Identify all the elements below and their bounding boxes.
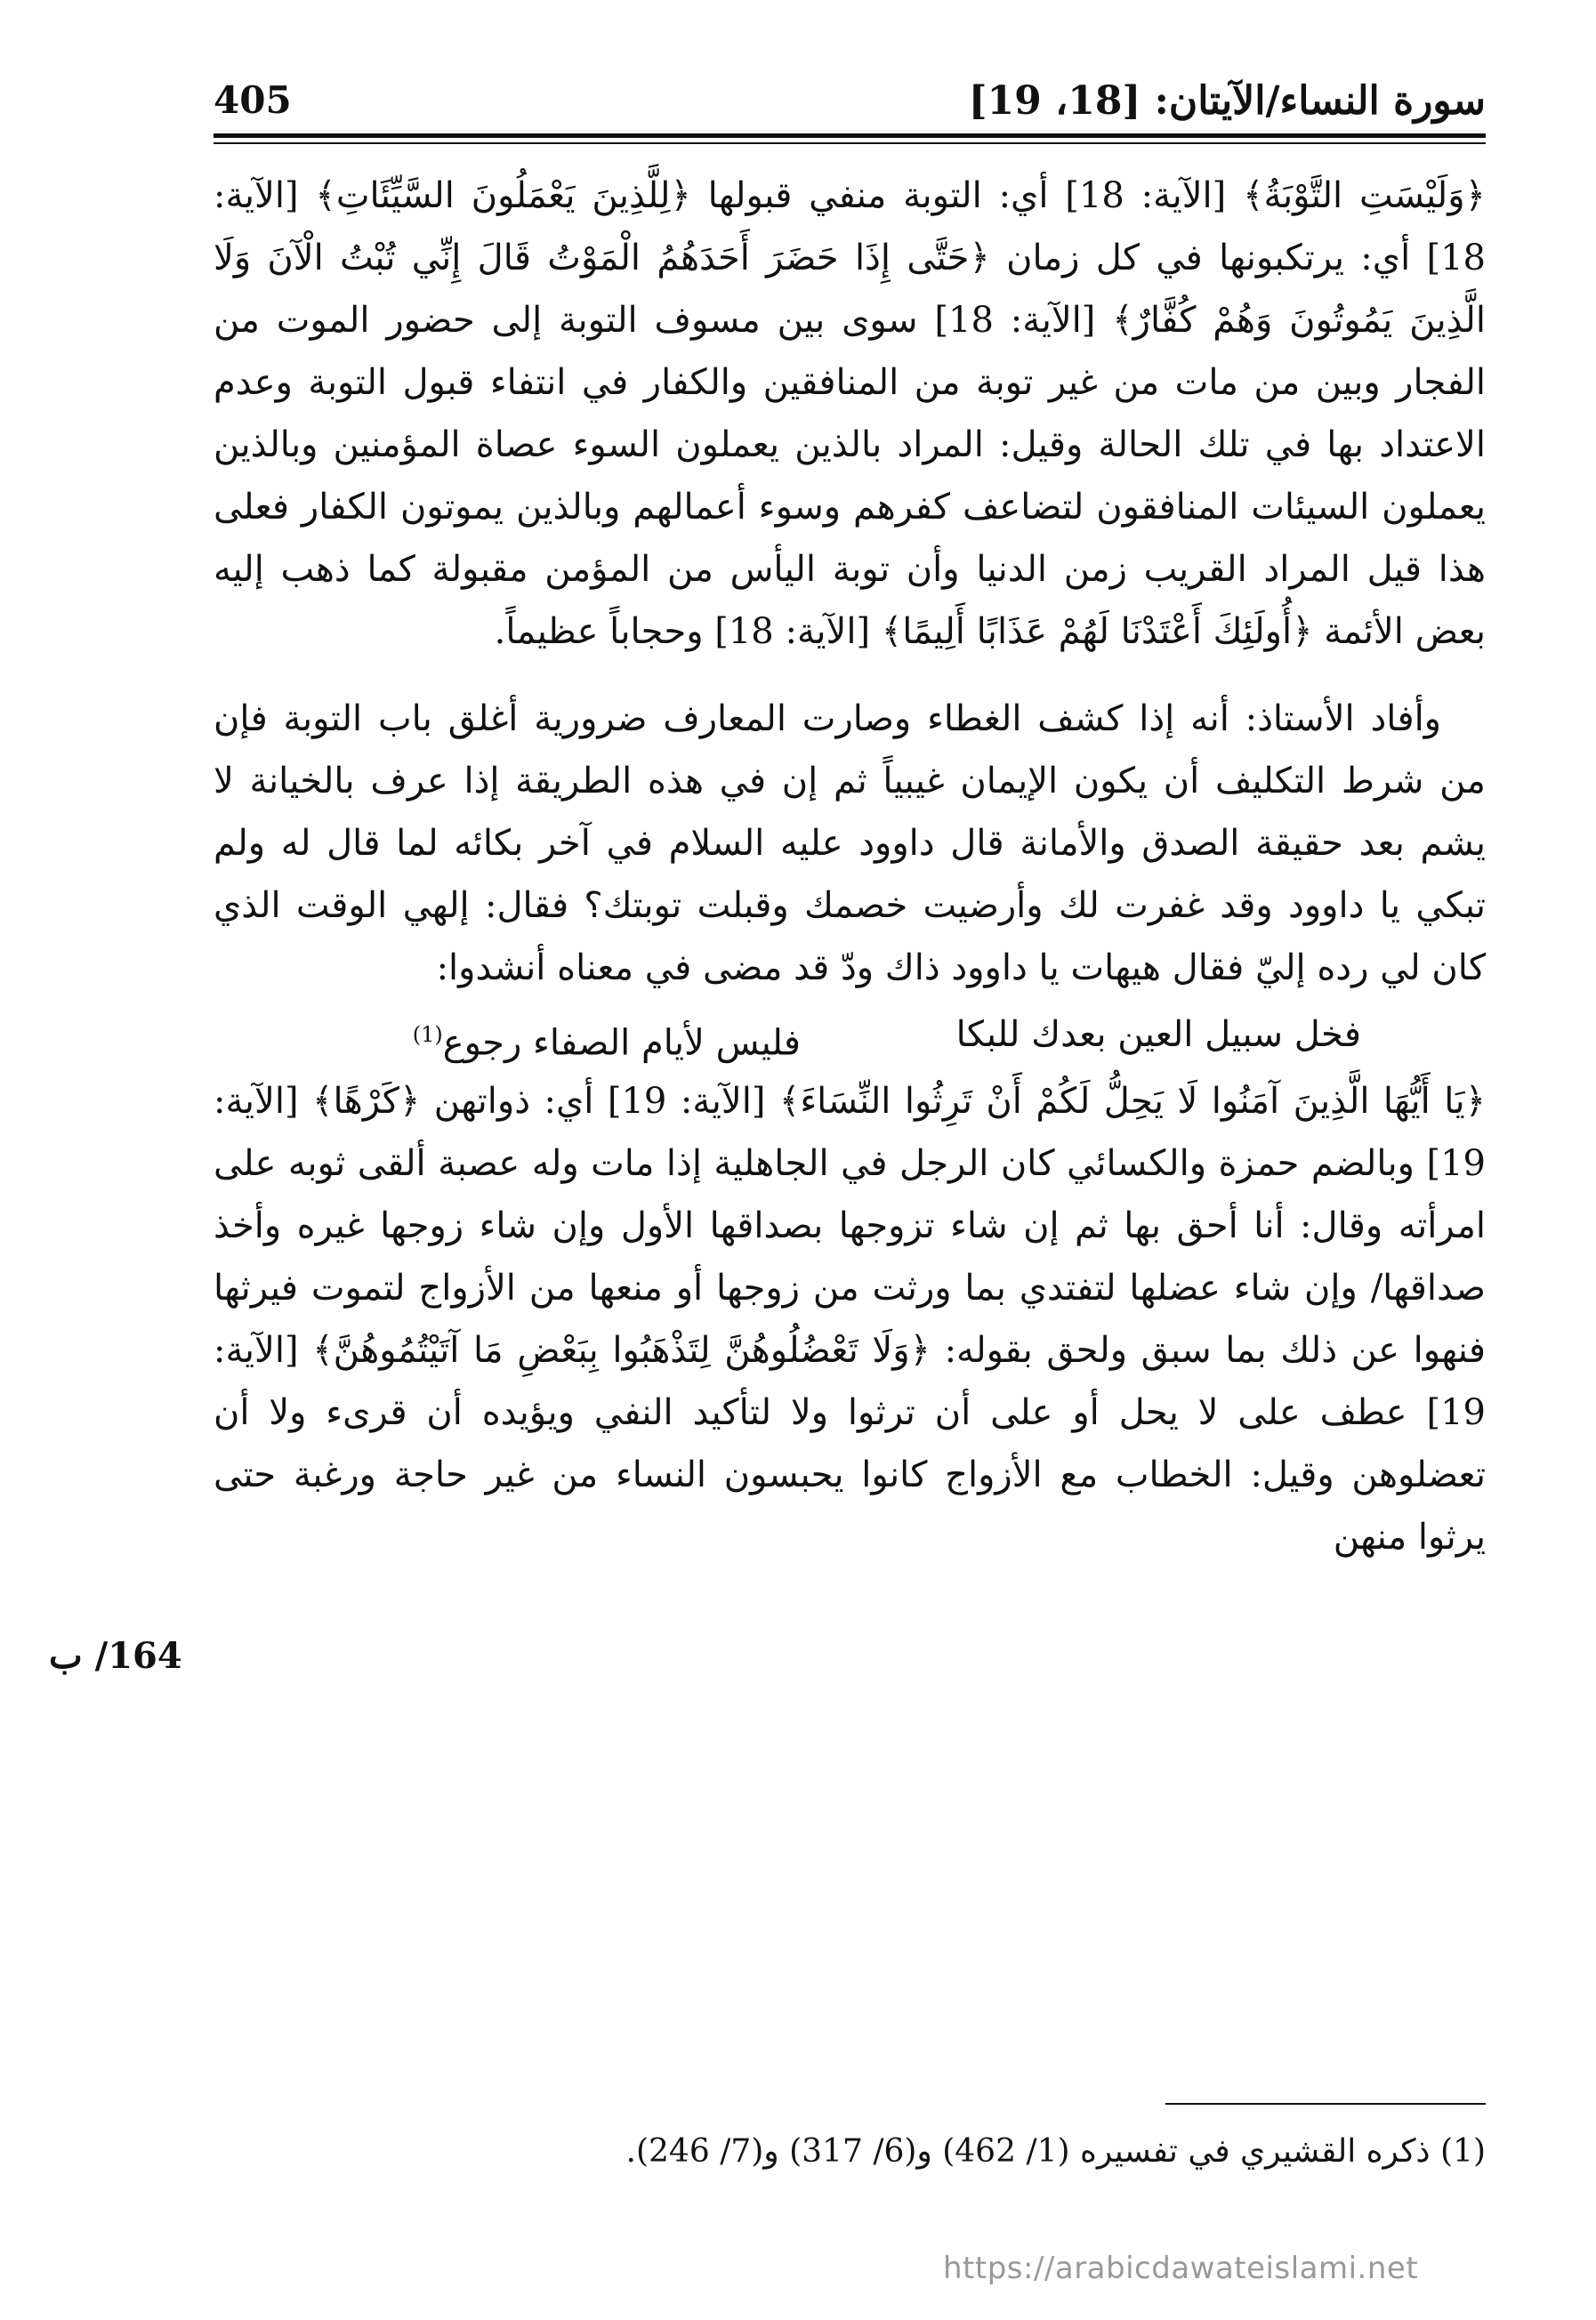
paragraph-1-text: ﴿وَلَيْسَتِ التَّوْبَةُ﴾ [الآية: 18] أي: التوبة منفي قبولها ﴿لِلَّذِينَ يَعْمَلُونَ السَّيِّئَاتِ﴾ [الآية: 18] أي: يرتكبونها في كل زمان ﴿حَتَّى إِذَا حَضَرَ أَحَدَهُمُ الْمَوْتُ قَالَ إِنِّي تُبْتُ الْآنَ وَلَا الَّذِينَ يَمُوتُونَ وَهُمْ كُفَّارٌ﴾ [الآية: 18] سوى بين مسوف التوبة إلى حضور الموت من الفجار وبين من مات من غير توبة من المنافقين والكفار في انتفاء قبول التوبة وعدم الاعتداد بها في تلك الحالة وقيل: المراد بالذين يعملون السوء عصاة المؤمنين وبالذين يعملون السيئات المنافقون لتضاعف كفرهم وسوء أعمالهم وبالذين يموتون الكفار فعلى هذا قيل المراد القريب زمن الدنيا وأن توبة اليأس من المؤمن مقبولة كما ذهب إليه بعض الأئمة ﴿أُولَئِكَ أَعْتَدْنَا لَهُمْ عَذَابًا أَلِيمًا﴾ [الآية: 18] وحجاباً عظيماً.	[214, 175, 1486, 652]
paragraph-3	[214, 1070, 1486, 1568]
footnote-separator	[1165, 2103, 1486, 2105]
running-title: سورة النساء/الآيتان: [18، 19]	[968, 78, 1486, 124]
verse-hemistich-2	[413, 1003, 801, 1074]
header-rule-thin	[214, 142, 1486, 144]
page-header	[214, 78, 1486, 132]
poetry-verse	[214, 999, 1486, 1070]
paragraph-1	[214, 165, 1486, 663]
main-text	[214, 165, 1486, 1568]
paragraph-3-text: ﴿يَا أَيُّهَا الَّذِينَ آمَنُوا لَا يَحِلُّ لَكُمْ أَنْ تَرِثُوا النِّسَاءَ﴾ [الآية: 19] أي: ذواتهن ﴿كَرْهًا﴾ [الآية: 19] وبالضم حمزة والكسائي كان الرجل في الجاهلية إذا مات وله عصبة ألقى ثوبه على امرأته وقال: أنا أحق بها ثم إن شاء تزوجها بصداقها الأول وإن شاء زوجها غيره وأخذ صداقها/ وإن شاء عضلها لتفتدي بما ورثت من زوجها أو منعها من الأزواج لتموت فيرثها فنهوا عن ذلك بما سبق ولحق بقوله: ﴿وَلَا تَعْضُلُوهُنَّ لِتَذْهَبُوا بِبَعْضِ مَا آتَيْتُمُوهُنَّ﴾ [الآية: 19] عطف على لا يحل أو على أن ترثوا ولا لتأكيد النفي ويؤيده أن قرىء ولا أن تعضلوهن وقيل: الخطاب مع الأزواج كانوا يحبسون النساء من غير حاجة ورغبة حتى يرثوا منهن	[214, 1081, 1487, 1558]
verse-hemistich-2-text: فليس لأيام الصفاء رجوع	[442, 1022, 801, 1064]
footnote-marker: (1)	[412, 1022, 443, 1047]
footnote: (1) ذكره القشيري في تفسيره (1/ 462) و(6/ 317) و(7/ 246).	[625, 2133, 1486, 2170]
verse-hemistich-1: فخل سبيل العين بعدك للبكا	[955, 1014, 1361, 1055]
paragraph-spacer	[214, 663, 1486, 688]
folio-margin-note: 164/ ب	[49, 1635, 182, 1677]
watermark-url: https://arabicdawateislami.net	[943, 2251, 1419, 2286]
header-rule-thick	[214, 133, 1486, 138]
paragraph-2-text: وأفاد الأستاذ: أنه إذا كشف الغطاء وصارت المعارف ضرورية أغلق باب التوبة فإن من شرط التكليف أن يكون الإيمان غيبياً ثم إن في هذه الطريقة إذا عرف بالخيانة لا يشم بعد حقيقة الصدق والأمانة قال داوود عليه السلام في آخر بكائه لما قال له ولم تبكي يا داوود وقد غفرت لك وأرضيت خصمك وقبلت توبتك؟ فقال: إلهي الوقت الذي كان لي رده إليّ فقال هيهات يا داوود ذاك ودّ قد مضى في معناه أنشدوا:	[214, 698, 1487, 988]
paragraph-2	[214, 688, 1486, 999]
page-number: 405	[214, 78, 292, 122]
